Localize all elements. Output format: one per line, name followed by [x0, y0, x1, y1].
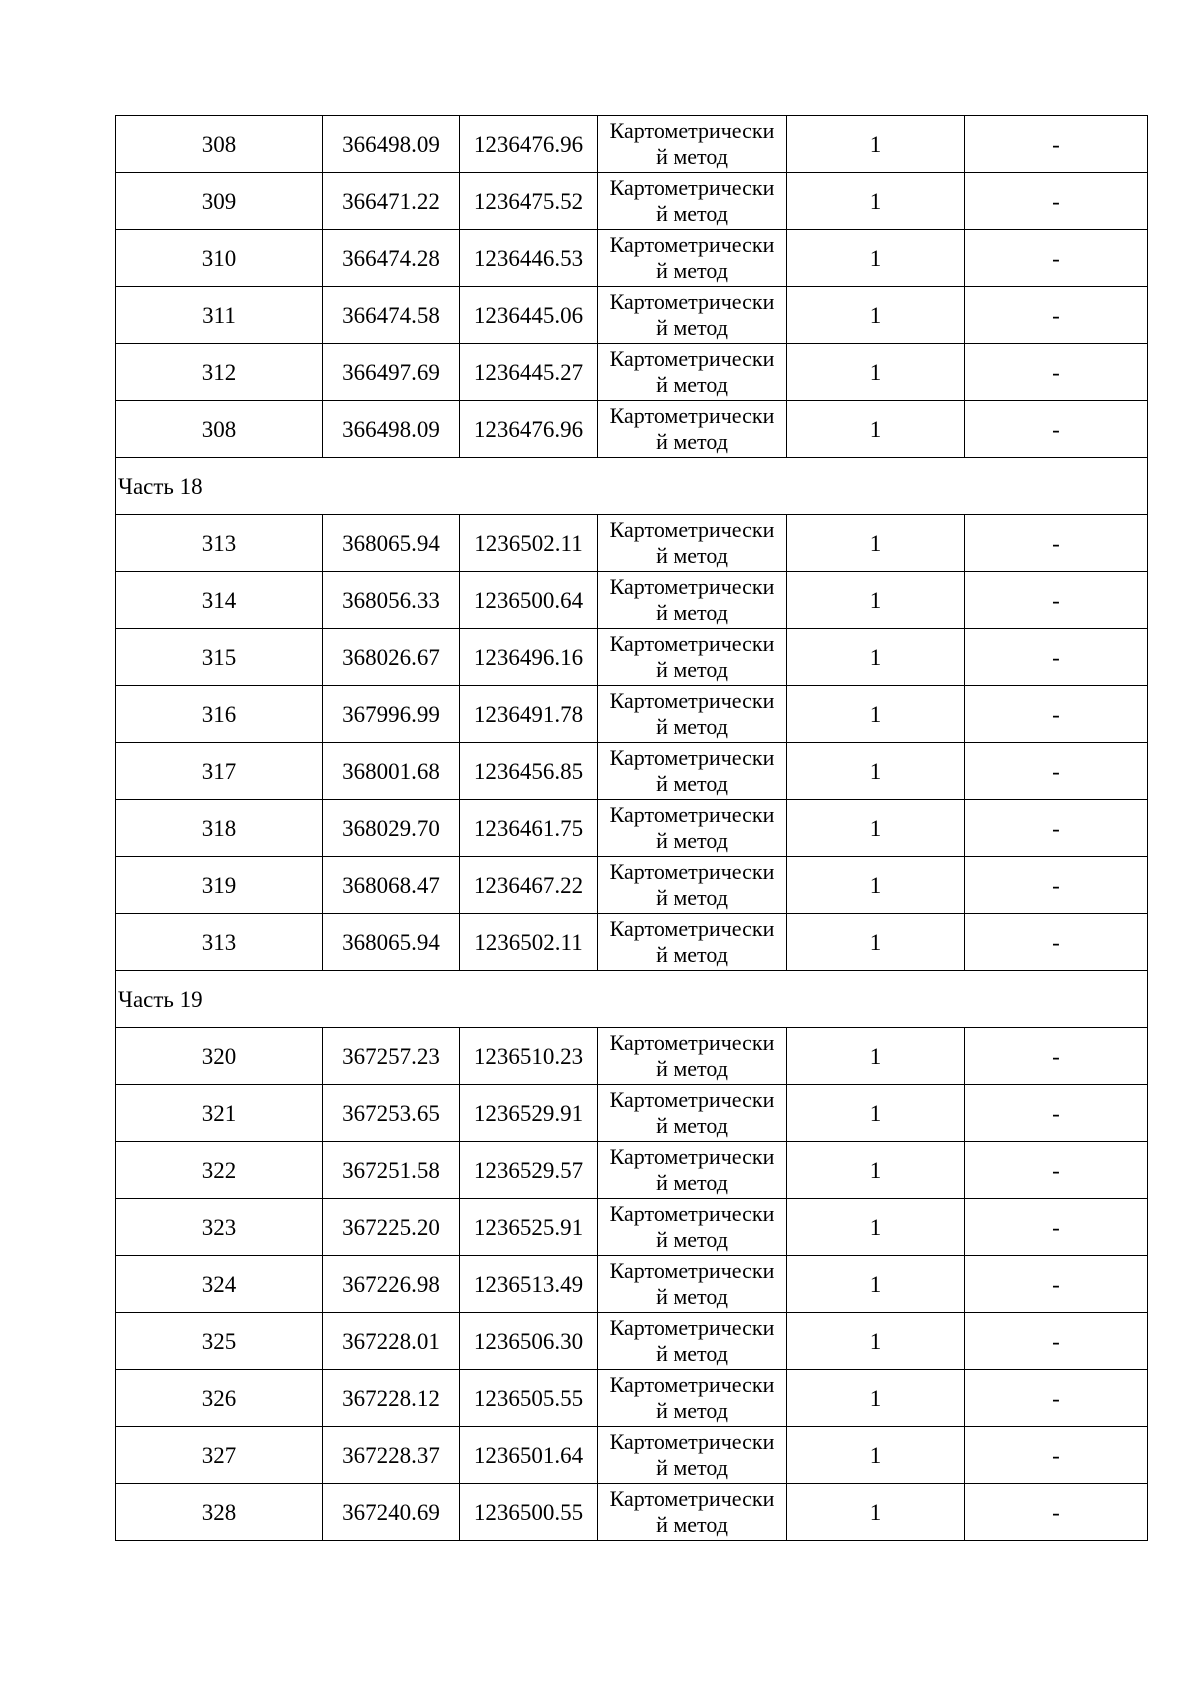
x-coordinate-cell: 366498.09 — [323, 116, 460, 173]
x-coordinate-cell: 367228.01 — [323, 1313, 460, 1370]
method-cell: Картометрически й метод — [598, 1085, 787, 1142]
accuracy-cell: 1 — [787, 572, 965, 629]
table-row — [116, 401, 1148, 458]
x-coordinate-cell: 368026.67 — [323, 629, 460, 686]
accuracy-cell: 1 — [787, 173, 965, 230]
table-row — [116, 1085, 1148, 1142]
table-row — [116, 1313, 1148, 1370]
method-cell: Картометрически й метод — [598, 800, 787, 857]
point-number-cell: 317 — [116, 743, 323, 800]
note-cell: - — [965, 572, 1148, 629]
point-number-cell: 310 — [116, 230, 323, 287]
table-row — [116, 800, 1148, 857]
x-coordinate-cell: 368065.94 — [323, 515, 460, 572]
y-coordinate-cell: 1236500.64 — [460, 572, 598, 629]
accuracy-cell: 1 — [787, 287, 965, 344]
table-row — [116, 230, 1148, 287]
method-cell: Картометрически й метод — [598, 1256, 787, 1313]
note-cell: - — [965, 743, 1148, 800]
note-cell: - — [965, 230, 1148, 287]
table-row — [116, 914, 1148, 971]
note-cell: - — [965, 1484, 1148, 1541]
accuracy-cell: 1 — [787, 800, 965, 857]
accuracy-cell: 1 — [787, 230, 965, 287]
note-cell: - — [965, 515, 1148, 572]
part-header-row — [116, 971, 1148, 1028]
accuracy-cell: 1 — [787, 686, 965, 743]
accuracy-cell: 1 — [787, 743, 965, 800]
point-number-cell: 309 — [116, 173, 323, 230]
method-cell: Картометрически й метод — [598, 1313, 787, 1370]
table-row — [116, 743, 1148, 800]
method-cell: Картометрически й метод — [598, 743, 787, 800]
method-cell: Картометрически й метод — [598, 116, 787, 173]
accuracy-cell: 1 — [787, 344, 965, 401]
note-cell: - — [965, 1199, 1148, 1256]
note-cell: - — [965, 1427, 1148, 1484]
note-cell: - — [965, 401, 1148, 458]
table-row — [116, 857, 1148, 914]
accuracy-cell: 1 — [787, 401, 965, 458]
x-coordinate-cell: 367251.58 — [323, 1142, 460, 1199]
table-row — [116, 1427, 1148, 1484]
accuracy-cell: 1 — [787, 116, 965, 173]
point-number-cell: 313 — [116, 914, 323, 971]
note-cell: - — [965, 1313, 1148, 1370]
y-coordinate-cell: 1236500.55 — [460, 1484, 598, 1541]
method-cell: Картометрически й метод — [598, 914, 787, 971]
table-row — [116, 629, 1148, 686]
x-coordinate-cell: 367225.20 — [323, 1199, 460, 1256]
x-coordinate-cell: 366474.28 — [323, 230, 460, 287]
y-coordinate-cell: 1236529.57 — [460, 1142, 598, 1199]
note-cell: - — [965, 800, 1148, 857]
point-number-cell: 312 — [116, 344, 323, 401]
method-cell: Картометрически й метод — [598, 1427, 787, 1484]
x-coordinate-cell: 368065.94 — [323, 914, 460, 971]
table-row — [116, 116, 1148, 173]
accuracy-cell: 1 — [787, 1028, 965, 1085]
x-coordinate-cell: 367226.98 — [323, 1256, 460, 1313]
note-cell: - — [965, 344, 1148, 401]
y-coordinate-cell: 1236506.30 — [460, 1313, 598, 1370]
point-number-cell: 315 — [116, 629, 323, 686]
y-coordinate-cell: 1236456.85 — [460, 743, 598, 800]
accuracy-cell: 1 — [787, 1256, 965, 1313]
note-cell: - — [965, 1085, 1148, 1142]
accuracy-cell: 1 — [787, 515, 965, 572]
table-row — [116, 344, 1148, 401]
method-cell: Картометрически й метод — [598, 686, 787, 743]
accuracy-cell: 1 — [787, 857, 965, 914]
method-cell: Картометрически й метод — [598, 173, 787, 230]
point-number-cell: 320 — [116, 1028, 323, 1085]
y-coordinate-cell: 1236475.52 — [460, 173, 598, 230]
method-cell: Картометрически й метод — [598, 572, 787, 629]
note-cell: - — [965, 629, 1148, 686]
x-coordinate-cell: 367228.37 — [323, 1427, 460, 1484]
y-coordinate-cell: 1236502.11 — [460, 914, 598, 971]
table-row — [116, 173, 1148, 230]
accuracy-cell: 1 — [787, 1085, 965, 1142]
y-coordinate-cell: 1236445.27 — [460, 344, 598, 401]
method-cell: Картометрически й метод — [598, 515, 787, 572]
note-cell: - — [965, 1370, 1148, 1427]
part-label: Часть 18 — [116, 458, 1148, 515]
point-number-cell: 318 — [116, 800, 323, 857]
y-coordinate-cell: 1236491.78 — [460, 686, 598, 743]
y-coordinate-cell: 1236501.64 — [460, 1427, 598, 1484]
method-cell: Картометрически й метод — [598, 857, 787, 914]
y-coordinate-cell: 1236476.96 — [460, 401, 598, 458]
table-row — [116, 1199, 1148, 1256]
x-coordinate-cell: 366474.58 — [323, 287, 460, 344]
x-coordinate-cell: 367253.65 — [323, 1085, 460, 1142]
method-cell: Картометрически й метод — [598, 230, 787, 287]
point-number-cell: 324 — [116, 1256, 323, 1313]
part-header-row — [116, 458, 1148, 515]
x-coordinate-cell: 367240.69 — [323, 1484, 460, 1541]
accuracy-cell: 1 — [787, 1370, 965, 1427]
table-row — [116, 686, 1148, 743]
y-coordinate-cell: 1236496.16 — [460, 629, 598, 686]
note-cell: - — [965, 1142, 1148, 1199]
coordinates-table — [115, 115, 1148, 1541]
y-coordinate-cell: 1236513.49 — [460, 1256, 598, 1313]
y-coordinate-cell: 1236467.22 — [460, 857, 598, 914]
method-cell: Картометрически й метод — [598, 1484, 787, 1541]
method-cell: Картометрически й метод — [598, 1199, 787, 1256]
note-cell: - — [965, 686, 1148, 743]
coordinates-table-body — [116, 116, 1148, 1541]
point-number-cell: 327 — [116, 1427, 323, 1484]
accuracy-cell: 1 — [787, 1199, 965, 1256]
point-number-cell: 319 — [116, 857, 323, 914]
table-row — [116, 1028, 1148, 1085]
y-coordinate-cell: 1236510.23 — [460, 1028, 598, 1085]
x-coordinate-cell: 368068.47 — [323, 857, 460, 914]
table-row — [116, 1370, 1148, 1427]
point-number-cell: 328 — [116, 1484, 323, 1541]
point-number-cell: 308 — [116, 401, 323, 458]
accuracy-cell: 1 — [787, 1313, 965, 1370]
note-cell: - — [965, 1028, 1148, 1085]
point-number-cell: 308 — [116, 116, 323, 173]
accuracy-cell: 1 — [787, 629, 965, 686]
x-coordinate-cell: 366471.22 — [323, 173, 460, 230]
y-coordinate-cell: 1236502.11 — [460, 515, 598, 572]
part-label: Часть 19 — [116, 971, 1148, 1028]
y-coordinate-cell: 1236461.75 — [460, 800, 598, 857]
method-cell: Картометрически й метод — [598, 1370, 787, 1427]
accuracy-cell: 1 — [787, 914, 965, 971]
table-row — [116, 572, 1148, 629]
x-coordinate-cell: 367228.12 — [323, 1370, 460, 1427]
table-row — [116, 515, 1148, 572]
table-row — [116, 1142, 1148, 1199]
x-coordinate-cell: 368029.70 — [323, 800, 460, 857]
accuracy-cell: 1 — [787, 1484, 965, 1541]
note-cell: - — [965, 173, 1148, 230]
x-coordinate-cell: 368056.33 — [323, 572, 460, 629]
table-row — [116, 287, 1148, 344]
point-number-cell: 313 — [116, 515, 323, 572]
method-cell: Картометрически й метод — [598, 287, 787, 344]
x-coordinate-cell: 367996.99 — [323, 686, 460, 743]
x-coordinate-cell: 367257.23 — [323, 1028, 460, 1085]
note-cell: - — [965, 287, 1148, 344]
method-cell: Картометрически й метод — [598, 629, 787, 686]
y-coordinate-cell: 1236529.91 — [460, 1085, 598, 1142]
point-number-cell: 311 — [116, 287, 323, 344]
method-cell: Картометрически й метод — [598, 1142, 787, 1199]
note-cell: - — [965, 914, 1148, 971]
y-coordinate-cell: 1236446.53 — [460, 230, 598, 287]
method-cell: Картометрически й метод — [598, 401, 787, 458]
y-coordinate-cell: 1236525.91 — [460, 1199, 598, 1256]
point-number-cell: 314 — [116, 572, 323, 629]
note-cell: - — [965, 1256, 1148, 1313]
point-number-cell: 325 — [116, 1313, 323, 1370]
x-coordinate-cell: 368001.68 — [323, 743, 460, 800]
accuracy-cell: 1 — [787, 1427, 965, 1484]
y-coordinate-cell: 1236445.06 — [460, 287, 598, 344]
table-row — [116, 1484, 1148, 1541]
point-number-cell: 316 — [116, 686, 323, 743]
point-number-cell: 322 — [116, 1142, 323, 1199]
x-coordinate-cell: 366497.69 — [323, 344, 460, 401]
point-number-cell: 326 — [116, 1370, 323, 1427]
method-cell: Картометрически й метод — [598, 344, 787, 401]
x-coordinate-cell: 366498.09 — [323, 401, 460, 458]
method-cell: Картометрически й метод — [598, 1028, 787, 1085]
note-cell: - — [965, 116, 1148, 173]
note-cell: - — [965, 857, 1148, 914]
point-number-cell: 321 — [116, 1085, 323, 1142]
accuracy-cell: 1 — [787, 1142, 965, 1199]
table-row — [116, 1256, 1148, 1313]
point-number-cell: 323 — [116, 1199, 323, 1256]
y-coordinate-cell: 1236505.55 — [460, 1370, 598, 1427]
y-coordinate-cell: 1236476.96 — [460, 116, 598, 173]
